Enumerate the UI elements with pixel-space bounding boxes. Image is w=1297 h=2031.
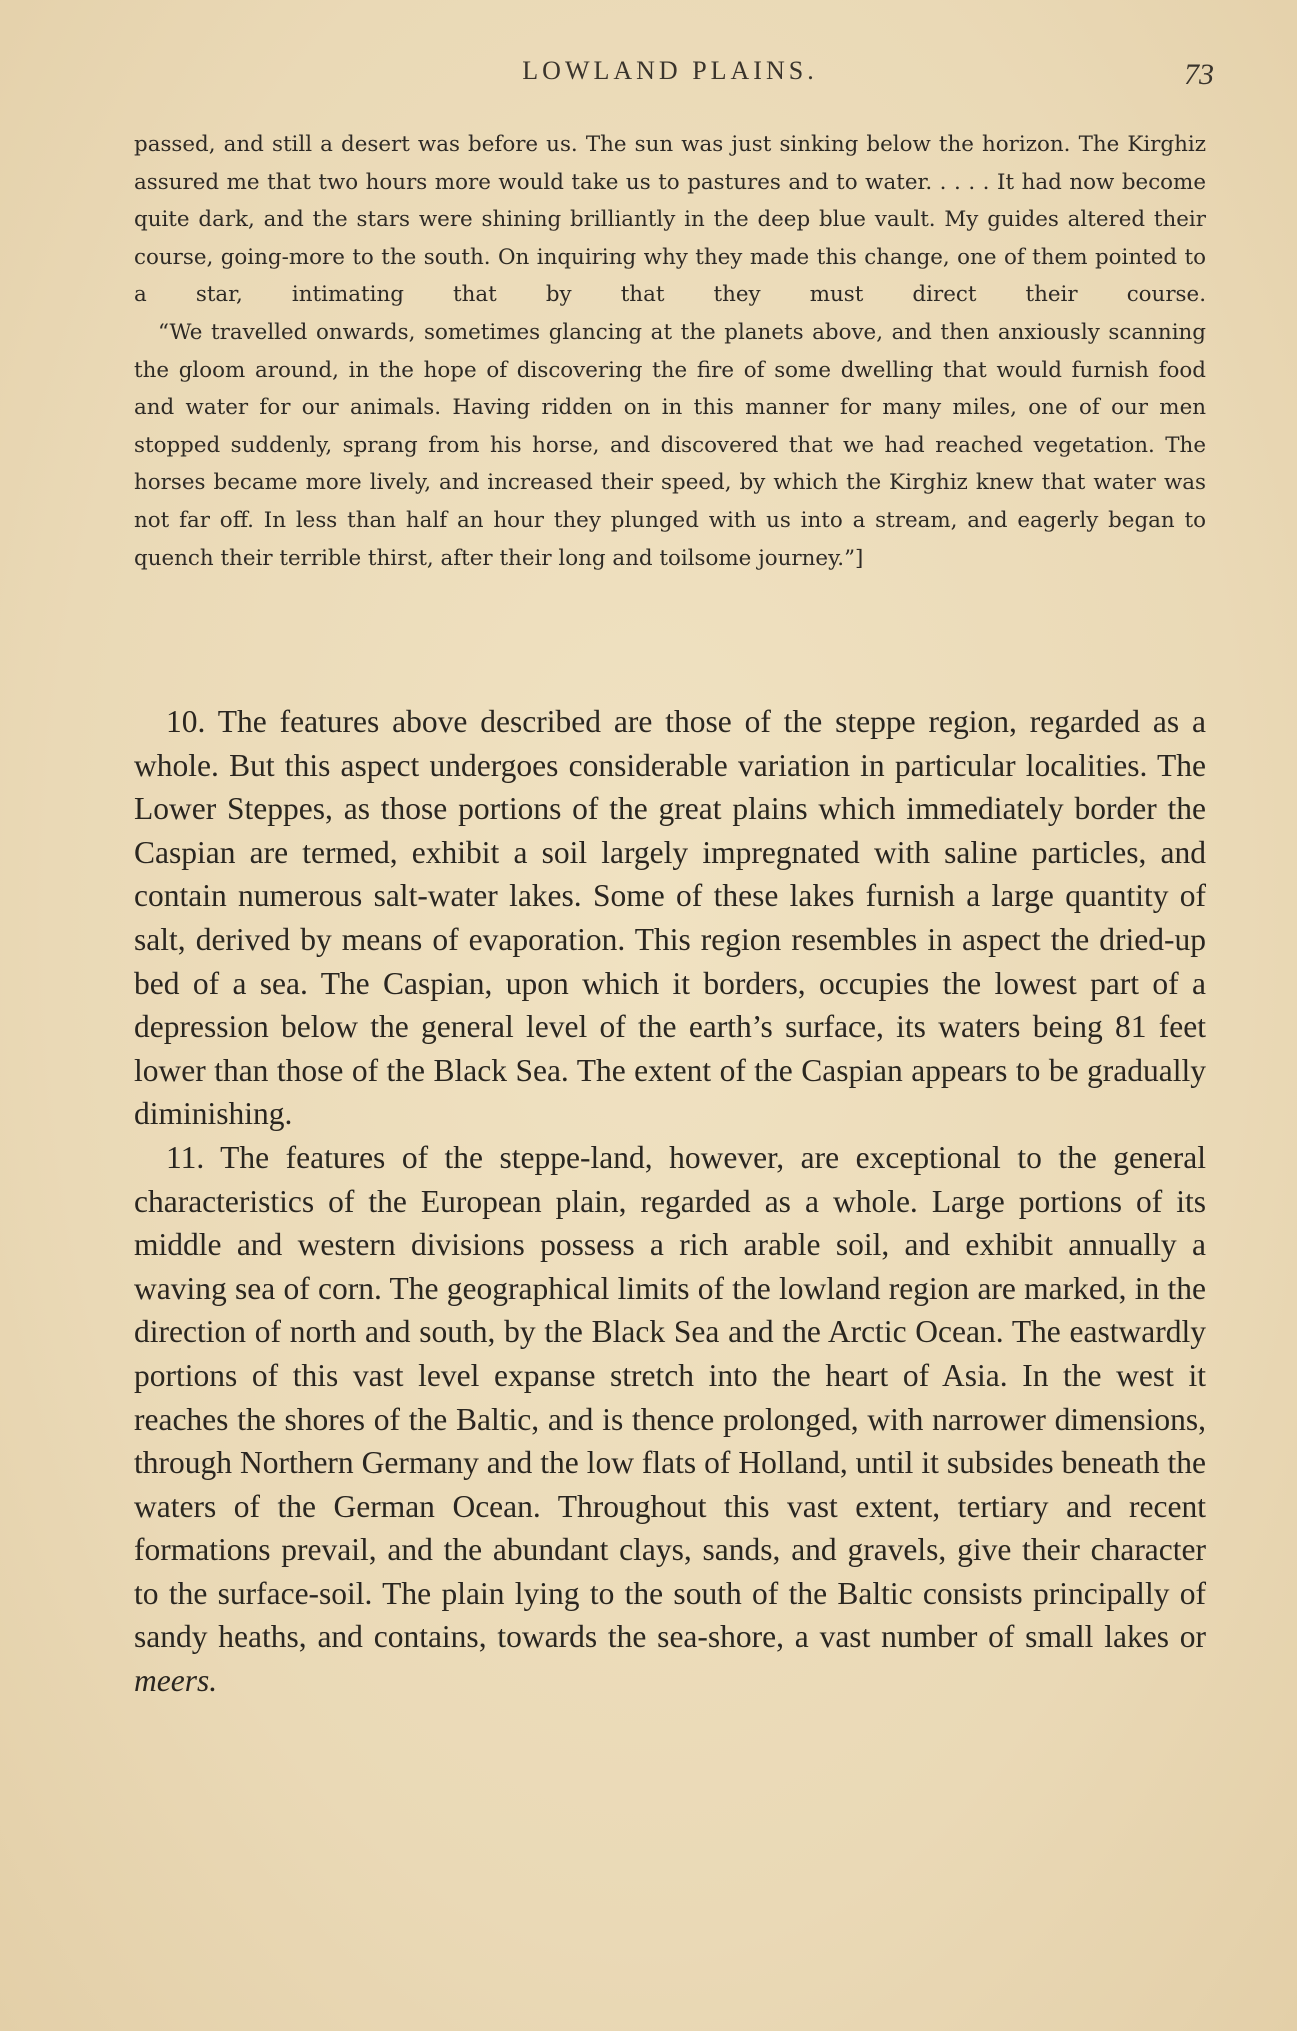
- body-text: [134, 700, 1206, 1703]
- italic-word: meers.: [134, 1663, 218, 1699]
- quoted-paragraph-2: “We travelled onwards, sometimes glancing at the planets above, and then anxiously scanning the gloom around, in the hope of discovering the fire of some dwelling that would furnish food and water for our animals. Having ridden on in this manner for many miles, one of our men stopped suddenly, sprang from his horse, and discovered that we had reached vegetation. The horses became more lively, and increased their speed, by which the Kirghiz knew that water was not far off. In less than half an hour they plunged with us into a stream, and eagerly began to quench their terrible thirst, after their long and toilsome journey.”]: [134, 319, 1206, 571]
- quoted-passage: [134, 126, 1206, 577]
- running-head: LOWLAND PLAINS.: [522, 56, 818, 85]
- section-text: The features of the steppe-land, however, are exceptional to the general characteristics of the European plain, regarded as a whole. Large portions of its middle and western divisions possess a rich arable soil, and exhibit annually a waving sea of corn. The geographical limits of the lowland region are marked, in the direction of north and south, by the Black Sea and the Arctic Ocean. The eastwardly portions of this vast level expanse stretch into the heart of Asia. In the west it reaches the shores of the Baltic, and is thence prolonged, with narrower dimensions, through Northern Germany and the low flats of Holland, until it subsides beneath the waters of the German Ocean. Throughout this vast extent, tertiary and recent formations prevail, and the abundant clays, sands, and gravels, give their character to the surface-soil. The plain lying to the south of the Baltic consists principally of sandy heaths, and contains, towards the sea-shore, a vast number of small lakes or: [134, 1139, 1206, 1655]
- section-11: [134, 1136, 1206, 1703]
- quoted-paragraph-1: passed, and still a desert was before us. The sun was just sinking below the horizon. The Kirghiz assured me that two hours more would take us to pastures and to water. . . . . It had now become quite dark, and the stars were shining brilliantly in the deep blue vault. My guides altered their course, going-more to the south. On inquiring why they made this change, one of them pointed to a star, intimating that by that they must direct their course.: [134, 132, 1206, 308]
- page-number: 73: [1184, 58, 1214, 91]
- section-text: The features above described are those of the steppe region, regarded as a whole. But this aspect undergoes considerable variation in particular localities. The Lower Steppes, as those portions of the great plains which immediately border the Caspian are termed, exhibit a soil largely impregnated with saline particles, and contain numerous salt-water lakes. Some of these lakes furnish a large quantity of salt, derived by means of evaporation. This region resembles in aspect the dried-up bed of a sea. The Caspian, upon which it borders, occupies the lowest part of a depression below the general level of the earth’s surface, its waters being 81 feet lower than those of the Black Sea. The extent of the Caspian appears to be gradually diminishing.: [134, 704, 1206, 1132]
- page-header: [130, 56, 1214, 96]
- section-number: 10.: [166, 704, 206, 739]
- section-10: [134, 700, 1206, 1136]
- section-number: 11.: [166, 1139, 205, 1175]
